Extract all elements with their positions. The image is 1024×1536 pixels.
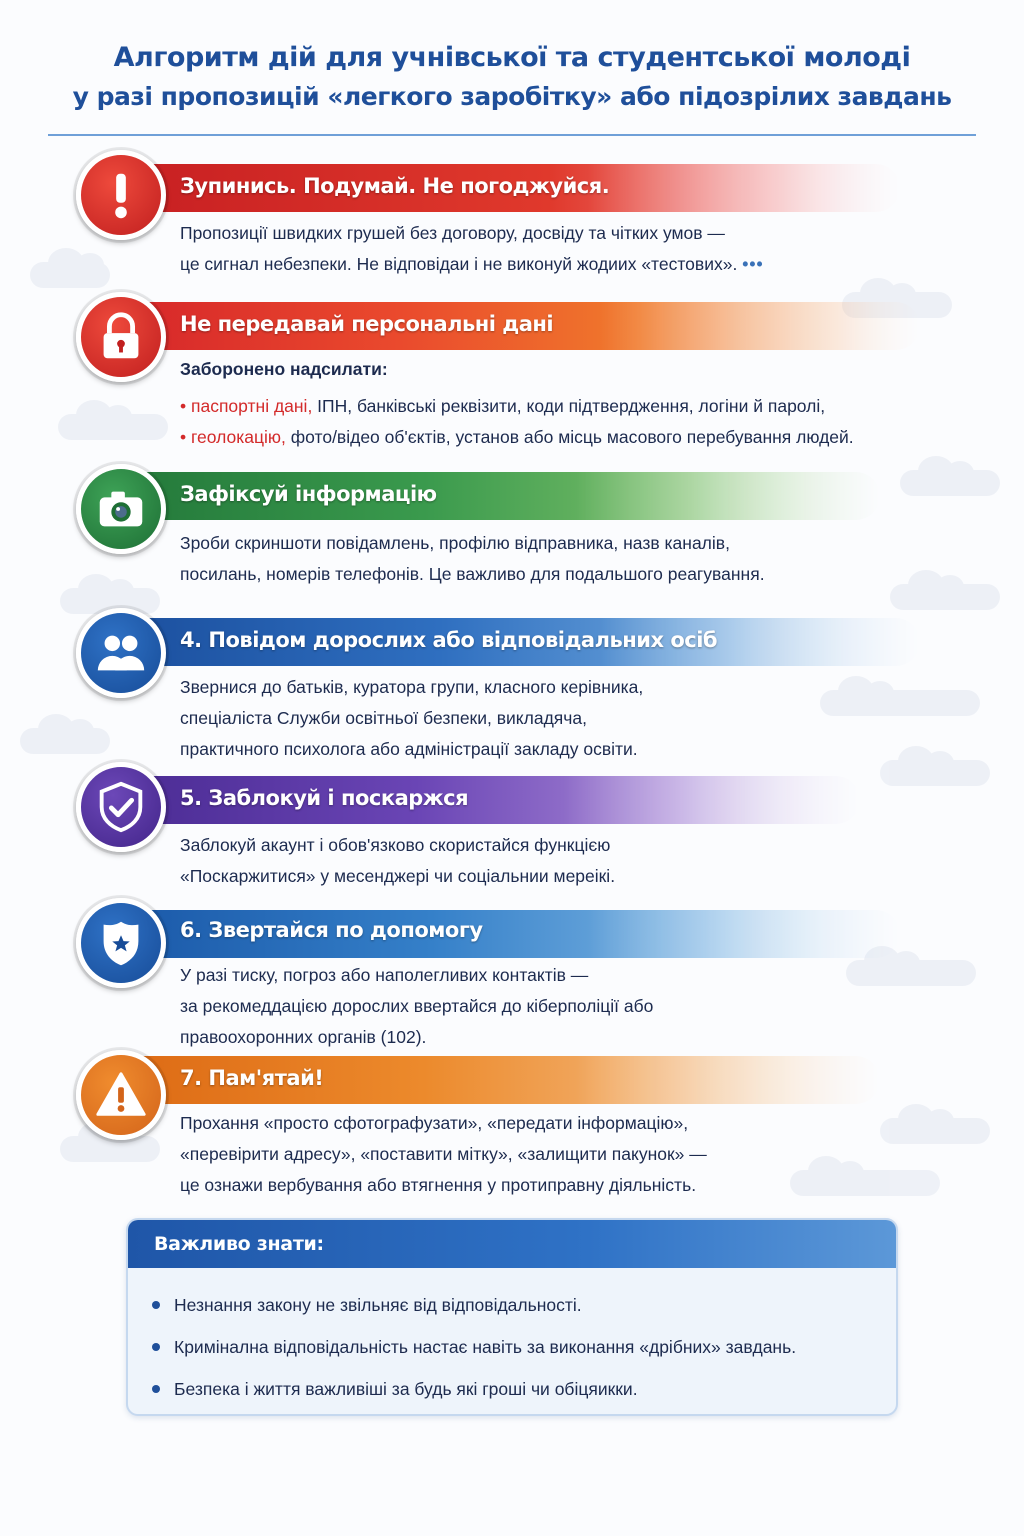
body-line: посилань, номерів телефонів. Це важливо для подальшого реагування. xyxy=(180,564,765,584)
important-info-box xyxy=(126,1218,898,1416)
section-title: Не передавай персональні дані xyxy=(180,312,554,336)
cloud-decoration xyxy=(820,690,980,716)
body-line: правоохоронних органів (102). xyxy=(180,1027,427,1047)
section-body xyxy=(180,528,765,590)
cloud-decoration xyxy=(880,1118,990,1144)
body-line: спеціаліста Служби освітньої безпеки, викладяча, xyxy=(180,708,587,728)
list-item: • паспортні дані, ІПН, банківські реквізити, коди підтвердження, логіни й паролі, xyxy=(180,396,826,416)
page-title-line-1: Алгоритм дій для учнівської та студентської молоді xyxy=(113,42,911,73)
body-line: за рекомеддацією дорослих ввертайся до кіберполіції або xyxy=(180,996,654,1016)
highlight-text: геолокацію, xyxy=(191,427,286,447)
section-title: 4. Повідом дорослих або відповідальних осіб xyxy=(180,628,718,652)
body-line: це ознажи вербування або втягнення у протиправну діяльність. xyxy=(180,1175,697,1195)
body-line: практичного психолога або адміністрації закладу освіти. xyxy=(180,739,638,759)
cloud-decoration xyxy=(880,760,990,786)
ellipsis-dots: ••• xyxy=(742,254,764,274)
section-title: Зафіксуй інформацію xyxy=(180,482,437,506)
section-body xyxy=(180,218,764,280)
body-line: Прохання «просто сфотографузати», «передати інформацію», xyxy=(180,1113,689,1133)
bullet-icon xyxy=(152,1343,160,1351)
section-body xyxy=(180,672,643,765)
section-body xyxy=(180,354,854,453)
list-item xyxy=(152,1284,896,1326)
lock-icon xyxy=(76,292,166,382)
body-line xyxy=(180,249,764,280)
section-body xyxy=(180,1108,707,1201)
body-line: «перевірити адресу», «поставити мітку», «залищити пакунок» — xyxy=(180,1144,707,1164)
list-item: • геолокацію, фото/відео об'єктів, установ або місць масового перебування людей. xyxy=(180,427,854,447)
page-header xyxy=(0,38,1024,116)
body-line: Зроби скриншоти повідамлень, профілю відправника, назв каналів, xyxy=(180,533,730,553)
body-line: У разі тиску, погроз або наполегливих контактів — xyxy=(180,965,589,985)
important-title: Важливо знати: xyxy=(128,1220,896,1268)
section-title: 6. Звертайся по допомогу xyxy=(180,918,483,942)
cloud-decoration xyxy=(900,470,1000,496)
exclamation-icon xyxy=(76,150,166,240)
item-text: ІПН, банківські реквізити, коди підтвердження, логіни й паролі, xyxy=(312,396,826,416)
body-line: Звернися до батьків, куратора групи, класного керівника, xyxy=(180,677,644,697)
section-title: Зупинись. Подумай. Не погоджуйся. xyxy=(180,174,610,198)
header-divider xyxy=(48,134,976,136)
bullet-icon xyxy=(152,1301,160,1309)
cloud-decoration xyxy=(60,1136,160,1162)
highlight-text: паспортні дані, xyxy=(191,396,313,416)
section-body xyxy=(180,960,653,1053)
item-text: Кримінална відповідальність настає навіть за виконання «дрібних» завдань. xyxy=(174,1337,797,1357)
body-text: це сигнал небезпеки. Не відповідаи і не виконуй жодиих «тестових». xyxy=(180,254,738,274)
section-title: 5. Заблокуй і поскаржся xyxy=(180,786,469,810)
body-line: Заблокуй акаунт і обов'язково скористайся функцією xyxy=(180,835,611,855)
camera-icon xyxy=(76,464,166,554)
people-icon xyxy=(76,608,166,698)
cloud-decoration xyxy=(58,414,168,440)
body-line: Пропозиції швидких грушей без договору, досвіду та чітких умов — xyxy=(180,223,725,243)
important-list xyxy=(128,1268,896,1410)
list-item xyxy=(152,1368,896,1410)
cloud-decoration xyxy=(890,584,1000,610)
section-subtitle: Заборонено надсилати: xyxy=(180,359,388,379)
item-text: фото/відео об'єктів, установ або місць масового перебування людей. xyxy=(285,427,854,447)
item-text: Безпека і життя важливіші за будь які гроші чи обіцяикки. xyxy=(174,1379,638,1399)
bullet-icon xyxy=(152,1385,160,1393)
warning-triangle-icon xyxy=(76,1050,166,1140)
cloud-decoration xyxy=(20,728,110,754)
body-line: «Поскаржитися» у месенджері чи соціальнии мереікі. xyxy=(180,866,616,886)
shield-check-icon xyxy=(76,762,166,852)
cloud-decoration xyxy=(846,960,976,986)
section-body xyxy=(180,830,615,892)
page-title-line-2: у разі пропозицій «легкого заробітку» або підозрілих завдань xyxy=(72,82,952,111)
list-item xyxy=(152,1326,896,1368)
section-title: 7. Пам'ятай! xyxy=(180,1066,324,1090)
item-text: Незнання закону не звільняє від відповідальності. xyxy=(174,1295,582,1315)
cloud-decoration xyxy=(790,1170,940,1196)
police-badge-icon xyxy=(76,898,166,988)
cloud-decoration xyxy=(30,262,110,288)
